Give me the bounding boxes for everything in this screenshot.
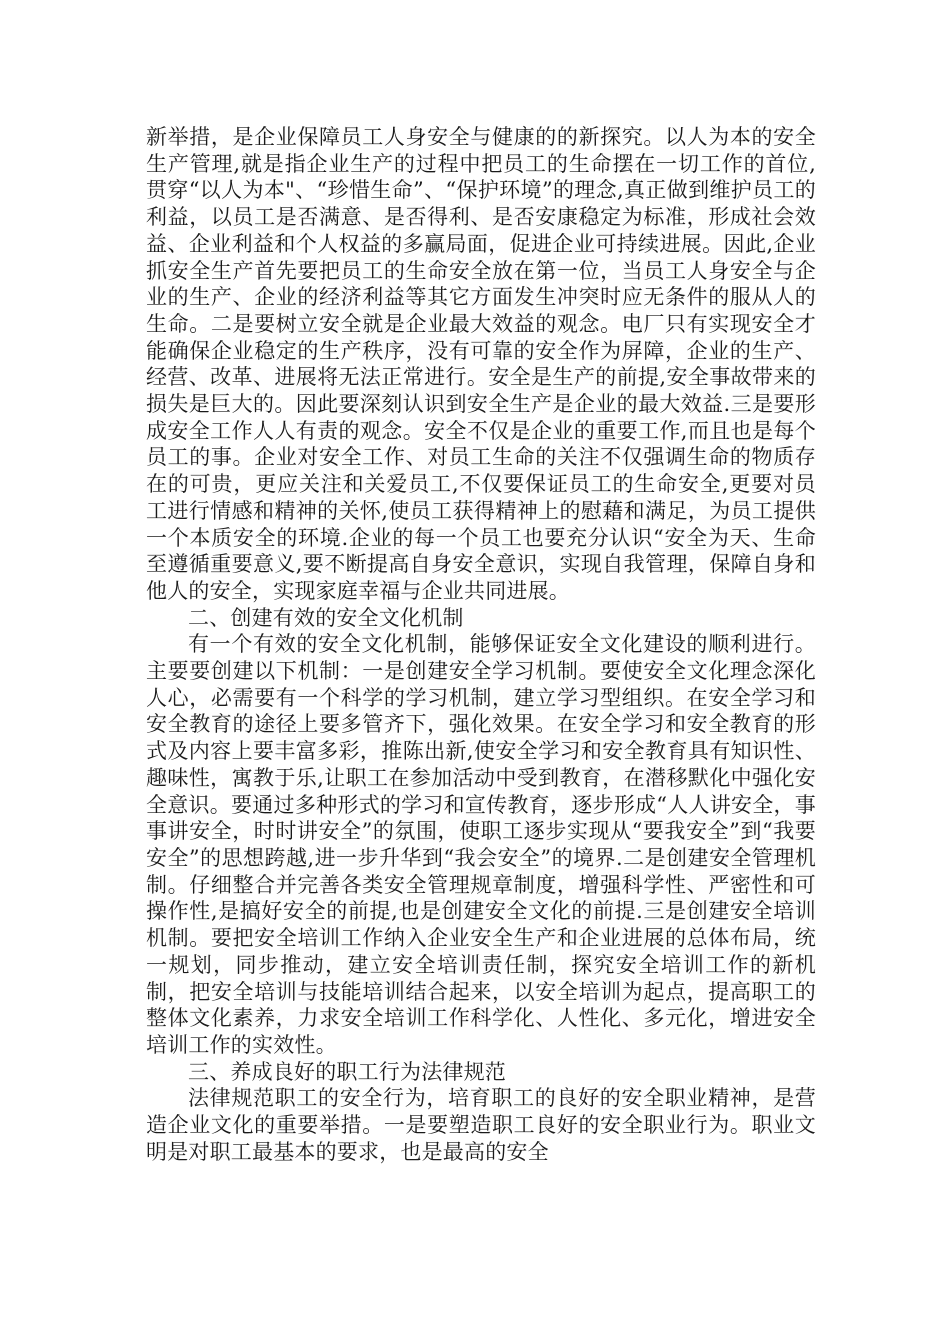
document-body [146, 124, 816, 1165]
paragraph-safety-mechanism: 有一个有效的安全文化机制，能够保证安全文化建设的顺利进行。主要要创建以下机制：一是创建安全学习机制。要使安全文化理念深化人心，必需要有一个科学的学习机制，建立学习型组织。在安全学习和安全教育的途径上要多管齐下，强化效果。在安全学习和安全教育的形式及内容上要丰富多彩，推陈出新,使安全学习和安全教育具有知识性、趣味性，寓教于乐,让职工在参加活动中受到教育，在潜移默化中强化安全意识。要通过多种形式的学习和宣传教育，逐步形成“人人讲安全，事事讲安全，时时讲安全”的氛围，使职工逐步实现从“要我安全”到“我要安全”的思想跨越,进一步升华到“我会安全”的境界.二是创建安全管理机制。仔细整合并完善各类安全管理规章制度，增强科学性、严密性和可操作性,是搞好安全的前提,也是创建安全文化的前提.三是创建安全培训机制。要把安全培训工作纳入企业安全生产和企业进展的总体布局，统一规划，同步推动，建立安全培训责任制，探究安全培训工作的新机制，把安全培训与技能培训结合起来，以安全培训为起点，提高职工的整体文化素养，力求安全培训工作科学化、人性化、多元化，增进安全培训工作的实效性。 [146, 632, 816, 1057]
paragraph-continuation: 新举措，是企业保障员工人身安全与健康的的新探究。以人为本的安全生产管理,就是指企业生产的过程中把员工的生命摆在一切工作的首位,贯穿“以人为本"、“珍惜生命”、“保护环境”的理念,真正做到维护员工的利益，以员工是否满意、是否得利、是否安康稳定为标准，形成社会效益、企业利益和个人权益的多赢局面，促进企业可持续进展。因此,企业抓安全生产首先要把员工的生命安全放在第一位，当员工人身安全与企业的生产、企业的经济利益等其它方面发生冲突时应无条件的服从人的生命。二是要树立安全就是企业最大效益的观念。电厂只有实现安全才能确保企业稳定的生产秩序，没有可靠的安全作为屏障，企业的生产、经营、改革、进展将无法正常进行。安全是生产的前提,安全事故带来的损失是巨大的。因此要深刻认识到安全生产是企业的最大效益.三是要形成安全工作人人有责的观念。安全不仅是企业的重要工作,而且也是每个员工的事。企业对安全工作、对员工生命的关注不仅强调生命的物质存在的可贵，更应关注和关爱员工,不仅要保证员工的生命安全,更要对员工进行情感和精神的关怀,使员工获得精神上的慰藉和满足，为员工提供一个本质安全的环境.企业的每一个员工也要充分认识“安全为天、生命至遵循重要意义,要不断提高自身安全意识，实现自我管理，保障自身和他人的安全，实现家庭幸福与企业共同进展。 [146, 125, 816, 603]
paragraph-behavior-norms: 法律规范职工的安全行为，培育职工的良好的安全职业精神，是营造企业文化的重要举措。一是要塑造职工良好的安全职业行为。职业文明是对职工最基本的要求，也是最高的安全 [146, 1086, 816, 1164]
section-heading-2: 二、创建有效的安全文化机制 [188, 605, 464, 630]
section-heading-3: 三、养成良好的职工行为法律规范 [188, 1059, 506, 1084]
